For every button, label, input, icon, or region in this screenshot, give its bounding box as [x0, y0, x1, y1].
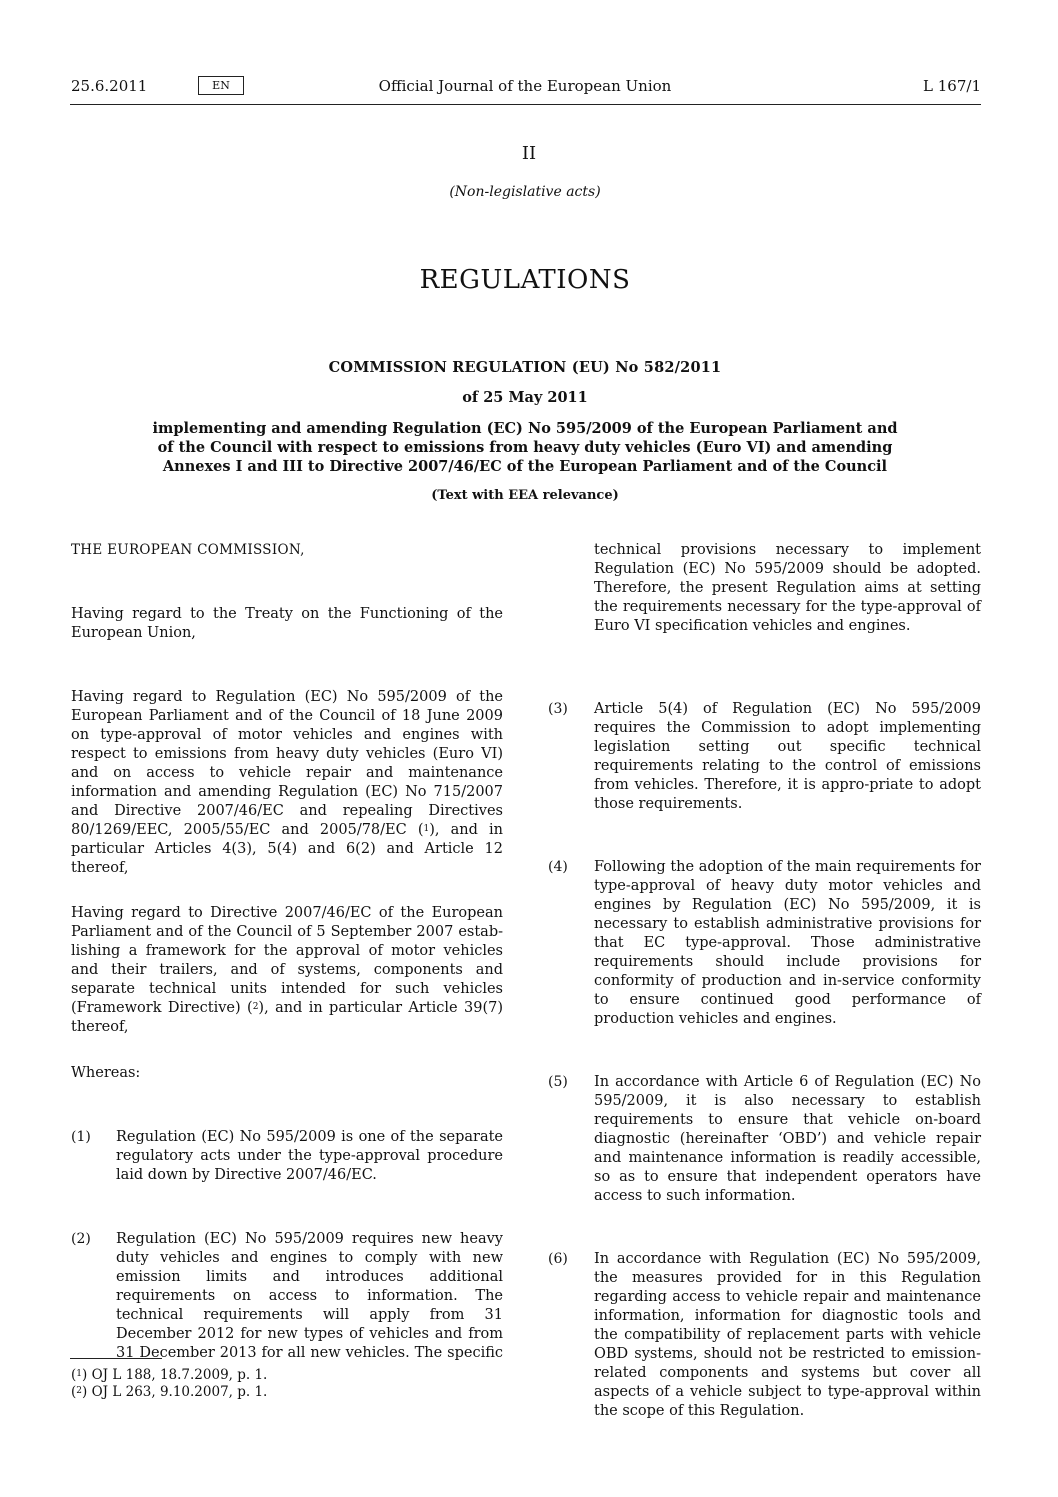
recital-6-number: (6): [548, 1251, 568, 1267]
journal-title: Official Journal of the European Union: [378, 77, 672, 95]
having-regard-regulation: Having regard to Regulation (EC) No 595/2009 of the European Parliament and of the Council of 18 June 2009 on type-approval of motor vehicles and engines with respect to emissions from heavy duty vehicles (Euro VI) and on access to vehicle repair and maintenance information and amending Regulation (EC) No 715/2007 and Directive 2007/46/EC and repealing Directives 80/1269/EEC, 2005/55/EC and 2005/78/EC ($^1$), and in particular Articles 4(3), 5(4) and 6(2) and Article 12 thereof,: [71, 689, 503, 876]
recital-2-number: (2): [71, 1231, 91, 1247]
publication-date: 25.6.2011: [71, 77, 148, 95]
language-badge: EN: [198, 76, 244, 95]
recital-3-text: Article 5(4) of Regulation (EC) No 595/2009 requires the Commission to adopt implementing legislation setting out specific technical requirements relating to the control of emissions from vehicles. Therefore, it is appro-priate to adopt those requirements.: [594, 701, 981, 812]
recital-5-number: (5): [548, 1074, 568, 1090]
eea-relevance: (Text with EEA relevance): [431, 488, 619, 503]
regulation-subtitle: implementing and amending Regulation (EC) No 595/2009 of the European Parliament and of the Council with respect to emissions from heavy duty vehicles (Euro VI) and amending Annexes I and III to Directive 2007/46/EC of the European Parliament and of the Council: [152, 420, 898, 475]
having-regard-treaty: Having regard to the Treaty on the Functioning of the European Union,: [71, 606, 503, 641]
footnote-2: ($^2$) OJ L 263, 9.10.2007, p. 1.: [71, 1384, 268, 1400]
part-subtitle: (Non-legislative acts): [449, 184, 601, 200]
whereas-label: Whereas:: [71, 1065, 141, 1081]
commission-line: THE EUROPEAN COMMISSION,: [71, 542, 305, 558]
footnote-ref-2[interactable]: 2: [252, 1002, 259, 1012]
section-title: REGULATIONS: [419, 265, 631, 295]
header-rule: [70, 104, 981, 105]
footnote-1: ($^1$) OJ L 188, 18.7.2009, p. 1.: [71, 1367, 268, 1383]
recital-1-text: Regulation (EC) No 595/2009 is one of the separate regulatory acts under the type-approval procedure laid down by Directive 2007/46/EC.: [116, 1129, 503, 1183]
regulation-title: COMMISSION REGULATION (EU) No 582/2011: [328, 359, 722, 376]
footnote-rule: [70, 1358, 162, 1359]
recital-6-text: In accordance with Regulation (EC) No 595/2009, the measures provided for in this Regulation regarding access to vehicle repair and maintenance information, information for diagnostic tools and the compatibility of replacement parts with vehicle OBD systems, should not be restricted to emission-related components and systems but cover all aspects of a vehicle subject to type-approval within the scope of this Regulation.: [594, 1251, 981, 1419]
page-reference: L 167/1: [923, 77, 981, 95]
having-regard-directive: Having regard to Directive 2007/46/EC of the European Parliament and of the Council of 5 September 2007 estab-lishing a framework for the approval of motor vehicles and their trailers, and of systems, components and separate technical units intended for such vehicles (Framework Directive) ($^2$), and in particular Article 39(7) thereof,: [71, 905, 503, 1035]
recital-1-number: (1): [71, 1129, 91, 1145]
recital-2-text: Regulation (EC) No 595/2009 requires new heavy duty vehicles and engines to comply with new emission limits and introduces additional requirements on access to information. The technical requirements will apply from 31 December 2012 for new types of vehicles and from 31 December 2013 for all new vehicles. The specific: [116, 1231, 503, 1361]
recital-4-number: (4): [548, 859, 568, 875]
recital-3-number: (3): [548, 701, 568, 717]
footnote-ref-1[interactable]: 1: [423, 824, 430, 834]
recital-5-text: In accordance with Article 6 of Regulation (EC) No 595/2009, it is also necessary to establish requirements to ensure that vehicle on-board diagnostic (hereinafter ‘OBD’) and vehicle repair and maintenance information is readily accessible, so as to ensure that independent operators have access to such information.: [594, 1074, 981, 1204]
recital-4-text: Following the adoption of the main requirements for type-approval of heavy duty motor vehicles and engines by Regulation (EC) No 595/2009, it is necessary to establish administrative provisions for that EC type-approval. Those administrative requirements should include provisions for conformity of production and in-service conformity to ensure continued good performance of production vehicles and engines.: [594, 859, 981, 1027]
recital-2-continuation: technical provisions necessary to implement Regulation (EC) No 595/2009 should be adopted. Therefore, the present Regulation aims at setting the requirements necessary for the type-approval of Euro VI specification vehicles and engines.: [594, 542, 981, 634]
part-number: II: [521, 143, 537, 164]
regulation-date: of 25 May 2011: [462, 389, 588, 406]
